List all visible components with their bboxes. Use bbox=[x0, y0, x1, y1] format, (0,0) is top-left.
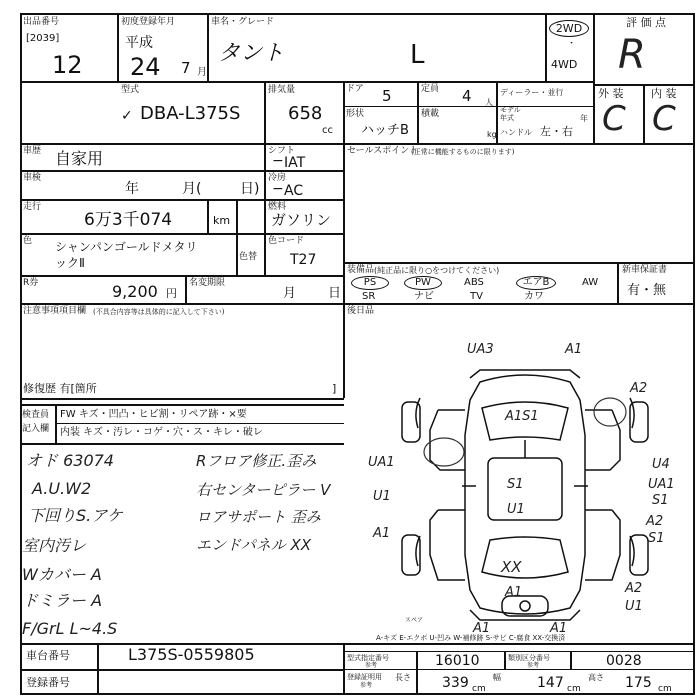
inspection-year: 年 bbox=[125, 181, 139, 197]
note-wcover: Wカバー A bbox=[22, 565, 102, 584]
mark-s1-right: S1 bbox=[652, 493, 669, 508]
reg-year: 24 bbox=[130, 53, 161, 81]
exterior-label: 外 装 bbox=[598, 87, 624, 100]
doors-value: 5 bbox=[382, 87, 392, 105]
inspector-interior: 内装 キズ・汚レ・コゲ・穴・ス・キレ・破レ bbox=[60, 427, 263, 438]
mark-a2-right: A2 bbox=[646, 514, 664, 529]
doors-label: ドア bbox=[346, 84, 364, 94]
interior-grade: C bbox=[652, 99, 676, 139]
fuel-label: 燃料 bbox=[268, 202, 287, 212]
shape-value: ハッチB bbox=[361, 123, 409, 138]
inspection-label: 車検 bbox=[23, 173, 42, 183]
drive-2wd: 2WD bbox=[549, 20, 589, 37]
handle-value: 左・右 bbox=[540, 125, 573, 138]
model-label: 型式 bbox=[121, 85, 140, 95]
lot-no-label: 出品番号 bbox=[23, 17, 60, 27]
color-line2: ックⅡ bbox=[55, 256, 85, 270]
length-label: 長さ bbox=[395, 673, 411, 682]
equip-tv: TV bbox=[470, 291, 483, 302]
mark-a1-rear: A1 bbox=[505, 585, 523, 600]
recycle-label: R券 bbox=[23, 278, 39, 288]
equip-abs: ABS bbox=[464, 277, 484, 288]
color-change-label: 色替 bbox=[239, 252, 258, 262]
height-value: 175 bbox=[625, 675, 652, 691]
first-reg-label: 初度登録年月 bbox=[121, 17, 176, 27]
mark-s1-lower: S1 bbox=[648, 531, 665, 546]
spare-label: スペア bbox=[405, 617, 424, 624]
yen-unit: 円 bbox=[166, 287, 177, 300]
mark-ua1-left: UA1 bbox=[368, 455, 395, 470]
cc-unit: cc bbox=[322, 125, 333, 136]
inspector-label1: 検査員 bbox=[22, 410, 50, 420]
model-check: ✓ bbox=[121, 108, 133, 124]
mileage-label: 走行 bbox=[23, 202, 42, 212]
model-value: DBA-L375S bbox=[140, 103, 241, 124]
mark-u4: U4 bbox=[652, 457, 670, 472]
mark-a2-rear: A2 bbox=[625, 581, 643, 596]
mark-a1-bottom-left: A1 bbox=[473, 621, 491, 636]
person-unit: 人 bbox=[485, 98, 493, 107]
score-label: 評 価 点 bbox=[626, 16, 666, 29]
equipment-note: (純正品に限り○をつけてください) bbox=[374, 266, 500, 275]
displacement-label: 排気量 bbox=[268, 85, 296, 95]
class-ref: 参考 bbox=[527, 662, 540, 669]
note-lower-support: ロアサポート 歪み bbox=[196, 508, 321, 526]
mileage-value: 6万3千074 bbox=[84, 210, 173, 230]
cooling-label: 冷房 bbox=[268, 173, 287, 183]
mark-a1-left: A1 bbox=[373, 526, 391, 541]
history-value: 自家用 bbox=[55, 149, 104, 168]
recycle-amount: 9,200 bbox=[112, 282, 158, 301]
note-mirror: ドミラー A bbox=[22, 591, 103, 610]
color-label: 色 bbox=[23, 236, 33, 246]
handle-label: ハンドル bbox=[500, 128, 532, 137]
kg-unit: kg bbox=[487, 130, 497, 139]
dim-label: 登録証明用 bbox=[347, 673, 382, 681]
mark-ua1-right: UA1 bbox=[648, 477, 675, 492]
type-cert-label: 型式指定番号 bbox=[347, 654, 389, 662]
reg-month: 7 bbox=[181, 59, 191, 77]
drive-4wd: 4WD bbox=[551, 58, 578, 71]
inspection-day: 日) bbox=[240, 181, 260, 197]
damage-legend: A-キズ E-エクボ U-凹み W-補修跡 S-サビ C-腐食 XX-交換済 bbox=[376, 634, 566, 642]
km-unit: km bbox=[213, 214, 231, 227]
class-label: 類別区分番号 bbox=[508, 654, 550, 662]
car-name: タント bbox=[218, 41, 285, 66]
height-unit: cm bbox=[658, 684, 672, 694]
cooling-value: AC bbox=[284, 183, 304, 199]
width-label: 幅 bbox=[493, 673, 501, 682]
warranty-value: 有・無 bbox=[627, 283, 667, 298]
mark-ua3: UA3 bbox=[467, 342, 494, 357]
color-code-label: 色コード bbox=[268, 236, 305, 246]
shift-label: シフト bbox=[268, 146, 296, 156]
name-change-label: 名変期限 bbox=[189, 278, 226, 288]
note-center-pillar: 右センターピラー V bbox=[196, 481, 331, 499]
mark-s1-center: S1 bbox=[507, 477, 524, 492]
note-rear-floor: Rフロア修正.歪み bbox=[196, 452, 317, 470]
equip-sr: SR bbox=[362, 291, 376, 302]
reg-label: 登録番号 bbox=[26, 676, 70, 689]
width-value: 147 bbox=[537, 675, 564, 691]
equip-navi: ナビ bbox=[414, 291, 434, 302]
class-number: 0028 bbox=[606, 653, 642, 669]
warranty-label: 新車保証書 bbox=[622, 265, 668, 275]
capacity-label: 定員 bbox=[421, 84, 440, 94]
mark-u1-left: U1 bbox=[373, 489, 391, 504]
shift-dash: − bbox=[272, 153, 284, 169]
mark-xx: XX bbox=[501, 558, 522, 576]
history-label: 車歴 bbox=[23, 146, 42, 156]
length-unit: cm bbox=[472, 684, 486, 694]
note-interior: 室内汚レ bbox=[22, 536, 87, 555]
model-year-label: モデル年式 bbox=[500, 106, 521, 122]
lot-code: [2039] bbox=[26, 33, 60, 44]
type-cert-number: 16010 bbox=[435, 653, 480, 669]
note-end-panel: エンドパネル XX bbox=[196, 536, 312, 554]
car-grade: L bbox=[410, 40, 425, 70]
inspection-month: 月( bbox=[182, 181, 202, 197]
note-glass: F/GrL L~4.S bbox=[22, 619, 118, 638]
chassis-number: L375S-0559805 bbox=[128, 645, 255, 664]
type-cert-ref: 参考 bbox=[365, 662, 378, 669]
inspector-label2: 記入欄 bbox=[22, 424, 50, 434]
sales-point-note: (正常に機能するものに限ります) bbox=[411, 148, 515, 156]
note-odo: オド 63074 bbox=[26, 451, 114, 470]
era: 平成 bbox=[125, 35, 153, 51]
exterior-grade: C bbox=[602, 99, 626, 139]
load-label: 積載 bbox=[421, 109, 440, 119]
repair-close: ] bbox=[332, 382, 337, 395]
remarks-label: 注意事項項目欄 bbox=[23, 306, 87, 316]
color-code-value: T27 bbox=[290, 252, 317, 268]
equipment-label: 装備品 bbox=[347, 265, 375, 275]
cooling-dash: − bbox=[272, 181, 284, 197]
mark-a1-bottom-right: A1 bbox=[550, 621, 568, 636]
year-unit: 年 bbox=[580, 114, 588, 123]
drive-separator: ・ bbox=[567, 39, 577, 49]
name-change-day: 日 bbox=[328, 286, 342, 301]
note-auw: A.U.W2 bbox=[32, 479, 92, 498]
mark-u1-rear: U1 bbox=[625, 599, 643, 614]
repair-history: 修復歴 有[箇所 bbox=[23, 382, 97, 395]
capacity-value: 4 bbox=[462, 87, 472, 105]
equip-leather: カワ bbox=[524, 291, 544, 302]
height-label: 高さ bbox=[588, 673, 604, 682]
interior-label: 内 装 bbox=[651, 87, 677, 100]
lot-number: 12 bbox=[52, 51, 83, 79]
length-value: 339 bbox=[442, 675, 469, 691]
mark-a1s1: A1S1 bbox=[505, 409, 539, 424]
note-underbody: 下回りS.アケ bbox=[28, 506, 123, 525]
mark-u1-center: U1 bbox=[507, 502, 525, 517]
dealer-label: ディーラー・並行 bbox=[500, 88, 564, 97]
chassis-label: 車台番号 bbox=[26, 649, 70, 662]
equip-pw: PW bbox=[404, 276, 442, 290]
inspector-exterior: FW キズ・凹凸・ヒビ割・リペア跡・×要 bbox=[60, 409, 247, 420]
name-change-month: 月 bbox=[283, 286, 297, 301]
shape-label: 形状 bbox=[346, 109, 365, 119]
remarks-note: (不具合内容等は具体的に記入して下さい) bbox=[93, 308, 225, 316]
fuel-value: ガソリン bbox=[271, 211, 332, 229]
width-unit: cm bbox=[567, 684, 581, 694]
color-line1: シャンパンゴールドメタリ bbox=[55, 240, 198, 254]
shift-value: IAT bbox=[284, 155, 306, 171]
sales-point-label: セールスポイント bbox=[347, 146, 419, 156]
mark-a2-top: A2 bbox=[630, 381, 648, 396]
equip-ps: PS bbox=[351, 276, 389, 290]
dim-ref: 参考 bbox=[360, 682, 373, 689]
name-grade-label: 車名・グレード bbox=[211, 17, 275, 27]
equip-aw: AW bbox=[582, 277, 599, 288]
score-value: R bbox=[618, 32, 646, 78]
after-market-label: 後日品 bbox=[347, 306, 375, 316]
mark-a1-top: A1 bbox=[565, 342, 583, 357]
equip-airbag: エアB bbox=[516, 276, 556, 290]
month-unit: 月 bbox=[197, 67, 207, 78]
displacement-value: 658 bbox=[288, 103, 323, 124]
